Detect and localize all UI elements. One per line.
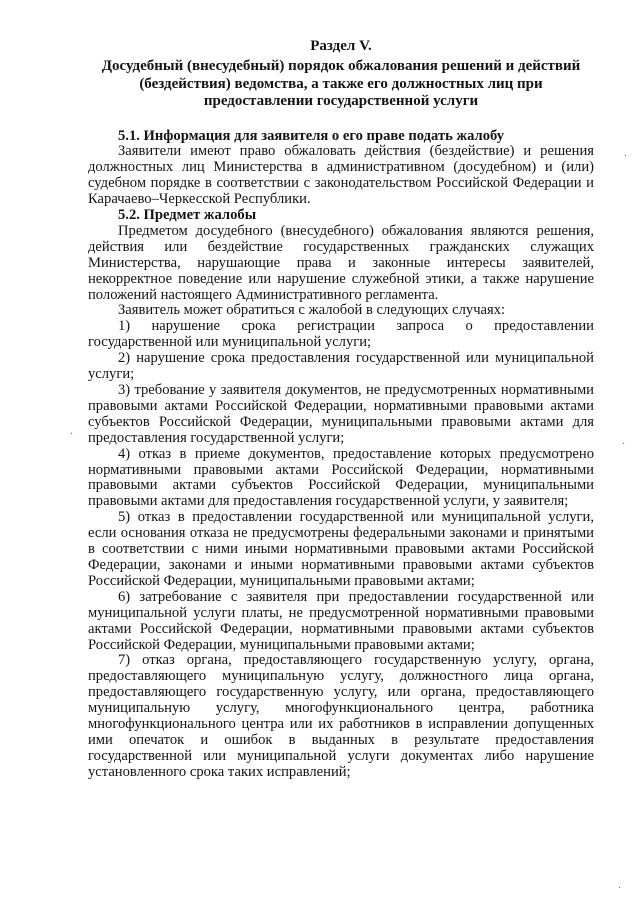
subsection-text-5-1: Заявители имеют право обжаловать действия (бездействие) и решения должностных лиц Министерства в административном (досудебном) и (или) судебном порядке в соответствии с законодательством Российской Федерации и Карачаево–Черкесской Республики. bbox=[88, 143, 594, 208]
scan-speck: · bbox=[624, 151, 628, 162]
document-body bbox=[88, 38, 594, 781]
section-label: Раздел V. bbox=[310, 38, 372, 54]
complaint-case-item: 6) затребование с заявителя при предоставлении государственной или муниципальной услуги платы, не предусмотренной нормативными правовыми актами Российской Федерации, нормативными правовыми актами субъектов Российской Федерации, муниципальными правовыми актами; bbox=[88, 588, 594, 653]
subsection-heading-5-1: 5.1. Информация для заявителя о его праве подать жалобу bbox=[118, 127, 505, 144]
subsection-heading-5-2: 5.2. Предмет жалобы bbox=[118, 207, 257, 224]
complaint-cases-intro: Заявитель может обратиться с жалобой в следующих случаях: bbox=[118, 302, 506, 319]
complaint-case-item: 7) отказ органа, предоставляющего государственную услугу, органа, предоставляющего муниципальную услугу, должностного лица органа, предоставляющего государственную услугу, или органа, предоставляющего муниципальную услугу, многофункционального центра, работника многофункционального центра или их работников в исправлении допущенных ими опечаток и ошибок в выданных в результате предоставления государственной или муниципальной услуги документах либо нарушение установленного срока таких исправлений; bbox=[88, 652, 594, 780]
scan-speck: · bbox=[622, 439, 626, 450]
scan-speck: · bbox=[70, 429, 74, 440]
scan-speck: · bbox=[618, 883, 622, 894]
section-title: Досудебный (внесудебный) порядок обжалования решений и действий (бездействия) ведомства, а также его должностных лиц при предоставлении государственной услуги bbox=[101, 58, 581, 109]
subsection-text-5-2: Предметом досудебного (внесудебного) обжалования являются решения, действия или бездействие государственных гражданских служащих Министерства, нарушающие права и законные интересы заявителей, некорректное поведение или нарушение служебной этики, а также нарушение положений настоящего Административного регламента. bbox=[88, 222, 594, 303]
complaint-case-item: 1) нарушение срока регистрации запроса о предоставлении государственной или муниципальной услуги; bbox=[88, 318, 594, 351]
complaint-case-item: 3) требование у заявителя документов, не предусмотренных нормативными правовыми актами Российской Федерации, нормативными правовыми актами субъектов Российской Федерации, муниципальными правовыми актами для предоставления государственной услуги; bbox=[88, 382, 594, 446]
complaint-case-item: 5) отказ в предоставлении государственной или муниципальной услуги, если основания отказа не предусмотрены федеральными законами и принятыми в соответствии с ними иными нормативными правовыми актами Российской Федерации, законами и иными нормативными правовыми актами субъектов Российской Федерации, муниципальными правовыми актами; bbox=[88, 509, 594, 589]
complaint-case-item: 2) нарушение срока предоставления государственной или муниципальной услуги; bbox=[88, 350, 594, 383]
section-spacer bbox=[88, 111, 594, 129]
complaint-case-item: 4) отказ в приеме документов, предоставление которых предусмотрено нормативными правовыми актами Российской Федерации, нормативными правовыми актами субъектов Российской Федерации, муниципальными правовыми актами для предоставления государственной услуги, у заявителя; bbox=[88, 445, 594, 510]
